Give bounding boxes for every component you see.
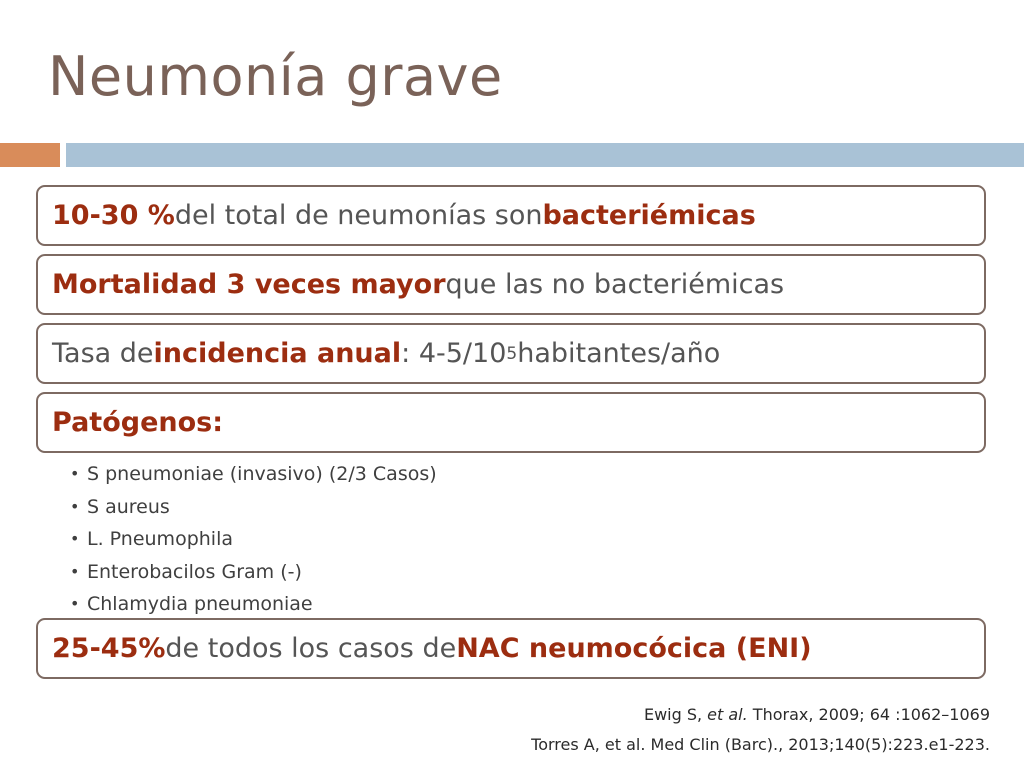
accent-bar-blue xyxy=(66,143,1024,167)
stat-box-nac xyxy=(36,618,986,679)
pathogen-list-item xyxy=(70,458,437,491)
pathogen-name: L. Pneumophila xyxy=(87,528,233,550)
pathogen-list-item xyxy=(70,523,437,556)
box4-bold-pathogens: Patógenos: xyxy=(52,407,224,438)
box1-text: del total de neumonías son xyxy=(174,200,543,231)
references xyxy=(531,700,990,760)
pathogen-list-item xyxy=(70,588,437,621)
bullet-icon: • xyxy=(70,496,80,516)
reference-1-source: Thorax, 2009; 64 :1062–1069 xyxy=(747,705,990,724)
pathogen-name: S pneumoniae (invasivo) (2/3 Casos) xyxy=(87,463,437,485)
bullet-icon: • xyxy=(70,529,80,548)
reference-1-etal: et al. xyxy=(707,705,748,724)
bullet-icon: • xyxy=(70,561,80,581)
box5-text: de todos los casos de xyxy=(165,633,457,664)
bullet-icon: • xyxy=(70,594,80,613)
stat-box-bacteremic xyxy=(36,185,986,246)
box3-text-rate: : 4-5/10 xyxy=(401,338,507,369)
box5-bold-nac: NAC neumocócica (ENI) xyxy=(456,633,812,664)
box1-bold-percent: 10-30 % xyxy=(52,200,175,231)
pathogen-name: S aureus xyxy=(87,495,170,518)
pathogen-name: Enterobacilos Gram (-) xyxy=(87,560,302,583)
box1-bold-bacteremic: bacteriémicas xyxy=(542,200,756,231)
bullet-icon: • xyxy=(70,464,80,483)
stat-box-pathogens xyxy=(36,392,986,453)
stat-box-mortality xyxy=(36,254,986,315)
box3-text-suffix: habitantes/año xyxy=(517,338,721,369)
pathogen-list xyxy=(70,458,437,621)
box3-text-prefix: Tasa de xyxy=(52,338,154,369)
stat-box-incidence: Tasa de incidencia anual : 4-5/10 5 habitantes/año xyxy=(36,323,986,384)
box2-bold-mortality: Mortalidad 3 veces mayor xyxy=(52,269,446,300)
box3-bold-incidence: incidencia anual xyxy=(153,338,402,369)
reference-1 xyxy=(531,700,990,730)
reference-1-authors: Ewig S, xyxy=(643,705,708,724)
slide-title: Neumonía grave xyxy=(48,45,503,108)
pathogen-list-item xyxy=(70,491,437,524)
accent-bar-orange xyxy=(0,143,60,167)
reference-2: Torres A, et al. Med Clin (Barc)., 2013;140(5):223.e1-223. xyxy=(531,735,990,754)
pathogen-list-item xyxy=(70,556,437,589)
box2-text: que las no bacteriémicas xyxy=(445,269,785,300)
box5-bold-percent: 25-45% xyxy=(52,633,166,664)
pathogen-name: Chlamydia pneumoniae xyxy=(87,593,313,615)
